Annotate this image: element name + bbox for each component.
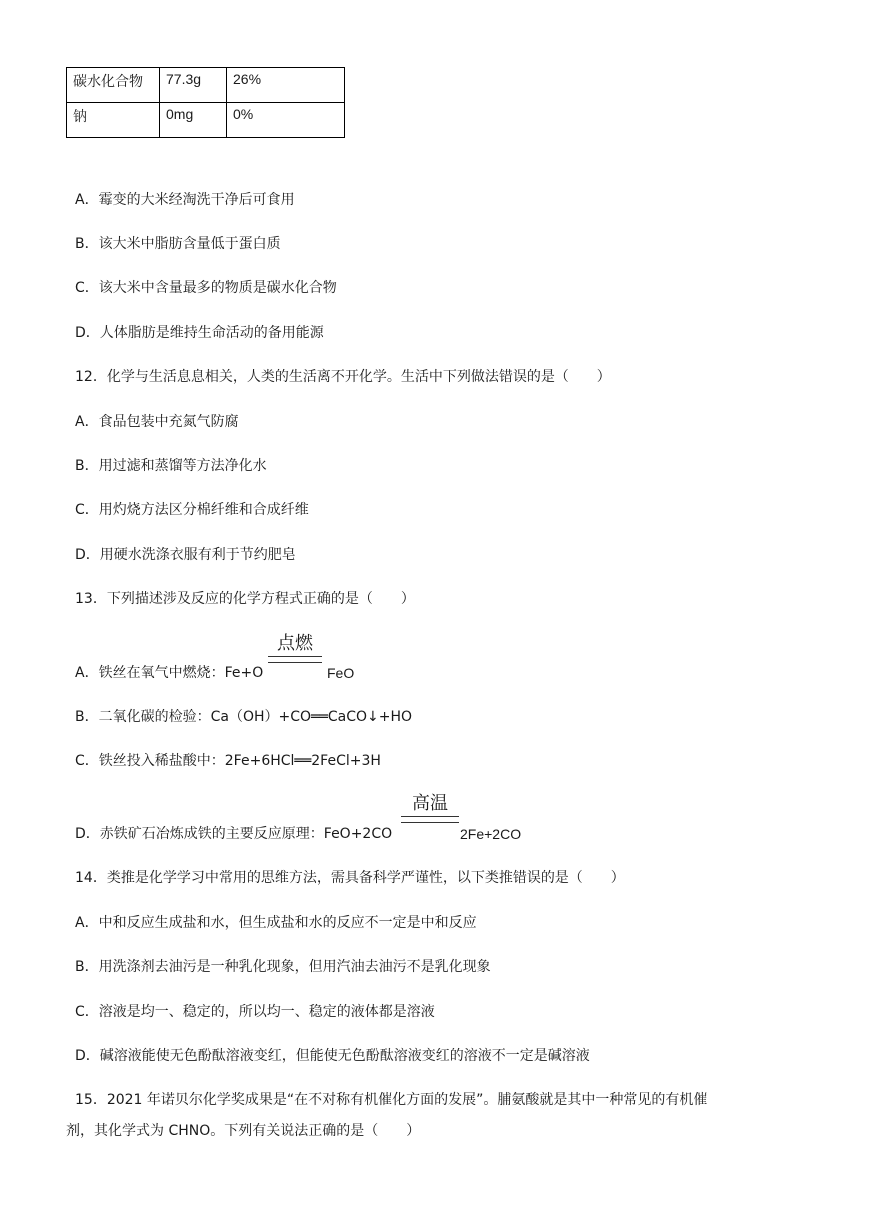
q15-stem-line1: 15．2021 年诺贝尔化学奖成果是“在不对称有机催化方面的发展”。脯氨酸就是其中一种常见的有机催	[75, 1092, 708, 1108]
condition-double-line	[401, 816, 459, 823]
q13-option-a: A．铁丝在氧气中燃烧：Fe+O	[75, 665, 264, 681]
q12-option-c: C．用灼烧方法区分棉纤维和合成纤维	[75, 502, 309, 518]
q11-option-c: C．该大米中含量最多的物质是碳水化合物	[75, 280, 337, 296]
q11-option-d: D．人体脂肪是维持生命活动的备用能源	[75, 325, 324, 341]
condition-label: 点燃	[277, 633, 313, 654]
q11-option-b: B．该大米中脂肪含量低于蛋白质	[75, 236, 281, 252]
table-cell: 钠	[67, 103, 160, 138]
table-row	[67, 103, 345, 138]
q13-option-d-product: 2Fe+2CO	[460, 826, 522, 842]
condition-double-line	[268, 656, 322, 663]
reaction-condition-high-temp	[401, 793, 459, 823]
q14-stem: 14．类推是化学学习中常用的思维方法，需具备科学严谨性，以下类推错误的是（ ）	[75, 870, 625, 886]
q11-option-a: A．霉变的大米经淘洗干净后可食用	[75, 192, 295, 208]
q13-option-a-product: FeO	[327, 665, 355, 681]
q13-option-c: C．铁丝投入稀盐酸中：2Fe+6HCl══2FeCl+3H	[75, 753, 381, 769]
nutrition-table	[66, 67, 345, 138]
q12-option-b: B．用过滤和蒸馏等方法净化水	[75, 458, 267, 474]
table-cell: 0%	[227, 103, 345, 138]
condition-label: 高温	[412, 793, 448, 814]
table-cell: 0mg	[160, 103, 227, 138]
reaction-condition-ignite	[268, 633, 322, 663]
q15-stem-line2: 剂，其化学式为 CHNO。下列有关说法正确的是（ ）	[66, 1123, 421, 1139]
q14-option-b: B．用洗涤剂去油污是一种乳化现象，但用汽油去油污不是乳化现象	[75, 959, 491, 975]
table-cell: 77.3g	[160, 68, 227, 103]
q13-option-b: B．二氧化碳的检验：Ca（OH）+CO══CaCO↓+HO	[75, 709, 413, 725]
table-cell: 26%	[227, 68, 345, 103]
q14-option-d: D．碱溶液能使无色酚酞溶液变红，但能使无色酚酞溶液变红的溶液不一定是碱溶液	[75, 1048, 590, 1064]
table-row	[67, 68, 345, 103]
q12-stem: 12．化学与生活息息相关，人类的生活离不开化学。生活中下列做法错误的是（ ）	[75, 369, 611, 385]
q14-option-c: C．溶液是均一、稳定的，所以均一、稳定的液体都是溶液	[75, 1004, 435, 1020]
q12-option-d: D．用硬水洗涤衣服有利于节约肥皂	[75, 547, 296, 563]
q13-option-d: D．赤铁矿石冶炼成铁的主要反应原理：FeO+2CO	[75, 826, 393, 842]
q14-option-a: A．中和反应生成盐和水，但生成盐和水的反应不一定是中和反应	[75, 915, 477, 931]
q13-stem: 13．下列描述涉及反应的化学方程式正确的是（ ）	[75, 591, 415, 607]
table-cell: 碳水化合物	[67, 68, 160, 103]
q12-option-a: A．食品包装中充氮气防腐	[75, 414, 239, 430]
